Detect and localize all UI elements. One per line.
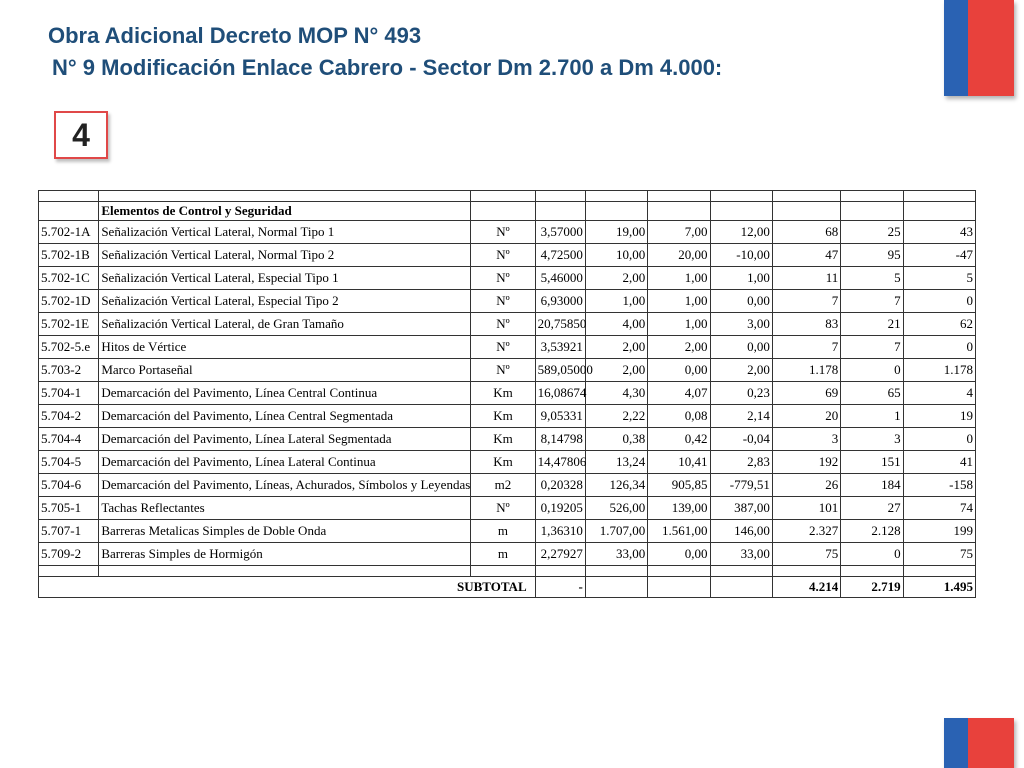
item-description: Demarcación del Pavimento, Línea Lateral Segmentada — [99, 428, 471, 451]
quantity-contract: 10,00 — [585, 244, 647, 267]
amount-contract: 47 — [772, 244, 840, 267]
item-unit: Nº — [471, 290, 535, 313]
table-row — [39, 451, 976, 474]
quantity-difference: -779,51 — [710, 474, 772, 497]
table-blank-row — [39, 191, 976, 202]
quantity-difference: 0,23 — [710, 382, 772, 405]
flag-red-stripe — [968, 718, 1014, 768]
quantity-contract: 33,00 — [585, 543, 647, 566]
item-description: Hitos de Vértice — [99, 336, 471, 359]
table-row — [39, 474, 976, 497]
table-row — [39, 359, 976, 382]
unit-price: 5,46000 — [535, 267, 585, 290]
item-description: Señalización Vertical Lateral, Especial Tipo 2 — [99, 290, 471, 313]
quantity-difference: 0,00 — [710, 336, 772, 359]
amount-modified: 0 — [841, 359, 903, 382]
amount-contract: 2.327 — [772, 520, 840, 543]
amount-difference: 75 — [903, 543, 975, 566]
item-description: Demarcación del Pavimento, Línea Central Continua — [99, 382, 471, 405]
quantity-modified: 0,42 — [648, 428, 710, 451]
flag-decoration-top — [944, 0, 1014, 96]
table-row — [39, 405, 976, 428]
quantity-modified: 20,00 — [648, 244, 710, 267]
amount-modified: 95 — [841, 244, 903, 267]
quantity-contract: 4,30 — [585, 382, 647, 405]
table-row — [39, 382, 976, 405]
table-blank-row — [39, 566, 976, 577]
quantity-difference: 2,14 — [710, 405, 772, 428]
item-unit: Km — [471, 382, 535, 405]
quantity-modified: 1,00 — [648, 267, 710, 290]
item-unit: Nº — [471, 313, 535, 336]
unit-price: 6,93000 — [535, 290, 585, 313]
item-description: Señalización Vertical Lateral, Normal Tipo 2 — [99, 244, 471, 267]
item-unit: Nº — [471, 221, 535, 244]
unit-price: 2,27927 — [535, 543, 585, 566]
amount-modified: 21 — [841, 313, 903, 336]
table-row — [39, 267, 976, 290]
quantity-contract: 1,00 — [585, 290, 647, 313]
item-unit: m2 — [471, 474, 535, 497]
subtotal-label: SUBTOTAL — [39, 577, 536, 598]
quantities-table — [38, 190, 976, 598]
item-unit: Nº — [471, 267, 535, 290]
unit-price: 20,75850 — [535, 313, 585, 336]
amount-contract: 75 — [772, 543, 840, 566]
item-description: Demarcación del Pavimento, Línea Lateral Continua — [99, 451, 471, 474]
amount-modified: 3 — [841, 428, 903, 451]
amount-modified: 0 — [841, 543, 903, 566]
item-code: 5.702-1C — [39, 267, 99, 290]
amount-contract: 1.178 — [772, 359, 840, 382]
amount-difference: 1.178 — [903, 359, 975, 382]
amount-modified: 1 — [841, 405, 903, 428]
item-unit: Km — [471, 405, 535, 428]
amount-contract: 20 — [772, 405, 840, 428]
amount-difference: 0 — [903, 290, 975, 313]
amount-difference: 5 — [903, 267, 975, 290]
amount-modified: 7 — [841, 290, 903, 313]
amount-difference: 41 — [903, 451, 975, 474]
quantity-contract: 19,00 — [585, 221, 647, 244]
quantity-difference: 1,00 — [710, 267, 772, 290]
section-title: Elementos de Control y Seguridad — [99, 202, 471, 221]
amount-modified: 65 — [841, 382, 903, 405]
amount-contract: 101 — [772, 497, 840, 520]
quantity-modified: 0,00 — [648, 543, 710, 566]
amount-difference: 74 — [903, 497, 975, 520]
item-description: Marco Portaseñal — [99, 359, 471, 382]
table-row — [39, 313, 976, 336]
quantity-modified: 1.561,00 — [648, 520, 710, 543]
quantity-contract: 4,00 — [585, 313, 647, 336]
flag-blue-stripe — [944, 718, 968, 768]
quantity-difference: 0,00 — [710, 290, 772, 313]
quantity-contract: 2,00 — [585, 336, 647, 359]
item-unit: Nº — [471, 359, 535, 382]
unit-price: 16,08674 — [535, 382, 585, 405]
table-row — [39, 428, 976, 451]
quantity-difference: 3,00 — [710, 313, 772, 336]
item-code: 5.702-1E — [39, 313, 99, 336]
flag-red-stripe — [968, 0, 1014, 96]
quantity-modified: 2,00 — [648, 336, 710, 359]
subtotal-amount-contract: 4.214 — [772, 577, 840, 598]
amount-contract: 3 — [772, 428, 840, 451]
quantity-difference: -0,04 — [710, 428, 772, 451]
table-row — [39, 221, 976, 244]
quantity-contract: 526,00 — [585, 497, 647, 520]
quantity-difference: 12,00 — [710, 221, 772, 244]
amount-contract: 68 — [772, 221, 840, 244]
unit-price: 1,36310 — [535, 520, 585, 543]
amount-difference: 19 — [903, 405, 975, 428]
amount-contract: 7 — [772, 336, 840, 359]
subtotal-amount-modified: 2.719 — [841, 577, 903, 598]
item-description: Demarcación del Pavimento, Línea Central Segmentada — [99, 405, 471, 428]
amount-contract: 83 — [772, 313, 840, 336]
amount-difference: 62 — [903, 313, 975, 336]
unit-price: 4,72500 — [535, 244, 585, 267]
unit-price: 589,05000 — [535, 359, 585, 382]
quantity-difference: 33,00 — [710, 543, 772, 566]
amount-modified: 25 — [841, 221, 903, 244]
unit-price: 3,53921 — [535, 336, 585, 359]
item-code: 5.709-2 — [39, 543, 99, 566]
quantity-modified: 7,00 — [648, 221, 710, 244]
table-row — [39, 336, 976, 359]
quantity-modified: 10,41 — [648, 451, 710, 474]
item-unit: Km — [471, 428, 535, 451]
quantity-modified: 1,00 — [648, 313, 710, 336]
quantity-difference: 146,00 — [710, 520, 772, 543]
amount-difference: -158 — [903, 474, 975, 497]
item-description: Tachas Reflectantes — [99, 497, 471, 520]
quantity-contract: 1.707,00 — [585, 520, 647, 543]
item-description: Demarcación del Pavimento, Líneas, Achurados, Símbolos y Leyendas — [99, 474, 471, 497]
quantity-contract: 2,00 — [585, 359, 647, 382]
item-description: Señalización Vertical Lateral, Normal Tipo 1 — [99, 221, 471, 244]
item-code: 5.704-4 — [39, 428, 99, 451]
unit-price: 3,57000 — [535, 221, 585, 244]
item-code: 5.702-5.e — [39, 336, 99, 359]
amount-modified: 184 — [841, 474, 903, 497]
quantity-contract: 2,22 — [585, 405, 647, 428]
page-title — [48, 20, 722, 84]
amount-difference: -47 — [903, 244, 975, 267]
item-unit: Nº — [471, 244, 535, 267]
quantity-modified: 0,08 — [648, 405, 710, 428]
item-code: 5.707-1 — [39, 520, 99, 543]
item-code: 5.704-1 — [39, 382, 99, 405]
unit-price: 0,20328 — [535, 474, 585, 497]
unit-price: 9,05331 — [535, 405, 585, 428]
quantity-difference: 387,00 — [710, 497, 772, 520]
subtotal-dash: - — [535, 577, 585, 598]
quantity-difference: 2,83 — [710, 451, 772, 474]
table-row — [39, 244, 976, 267]
item-code: 5.704-2 — [39, 405, 99, 428]
amount-contract: 69 — [772, 382, 840, 405]
item-description: Barreras Metalicas Simples de Doble Onda — [99, 520, 471, 543]
quantity-difference: 2,00 — [710, 359, 772, 382]
amount-modified: 27 — [841, 497, 903, 520]
unit-price: 8,14798 — [535, 428, 585, 451]
quantity-modified: 0,00 — [648, 359, 710, 382]
quantity-contract: 126,34 — [585, 474, 647, 497]
flag-blue-stripe — [944, 0, 968, 96]
item-description: Barreras Simples de Hormigón — [99, 543, 471, 566]
flag-decoration-bottom — [944, 718, 1014, 768]
amount-modified: 2.128 — [841, 520, 903, 543]
amount-difference: 199 — [903, 520, 975, 543]
quantity-modified: 905,85 — [648, 474, 710, 497]
amount-difference: 4 — [903, 382, 975, 405]
item-code: 5.704-6 — [39, 474, 99, 497]
section-header-row — [39, 202, 976, 221]
table-row — [39, 497, 976, 520]
amount-contract: 26 — [772, 474, 840, 497]
amount-modified: 7 — [841, 336, 903, 359]
subtotal-amount-difference: 1.495 — [903, 577, 975, 598]
amount-difference: 0 — [903, 428, 975, 451]
item-unit: Nº — [471, 497, 535, 520]
item-unit: m — [471, 543, 535, 566]
item-unit: Km — [471, 451, 535, 474]
title-line-1: Obra Adicional Decreto MOP N° 493 — [48, 23, 422, 48]
item-code: 5.705-1 — [39, 497, 99, 520]
item-description: Señalización Vertical Lateral, Especial Tipo 1 — [99, 267, 471, 290]
unit-price: 0,19205 — [535, 497, 585, 520]
item-code: 5.702-1A — [39, 221, 99, 244]
quantity-difference: -10,00 — [710, 244, 772, 267]
item-code: 5.704-5 — [39, 451, 99, 474]
item-code: 5.702-1B — [39, 244, 99, 267]
item-description: Señalización Vertical Lateral, de Gran Tamaño — [99, 313, 471, 336]
item-code: 5.702-1D — [39, 290, 99, 313]
item-unit: m — [471, 520, 535, 543]
title-line-2: N° 9 Modificación Enlace Cabrero - Sector Dm 2.700 a Dm 4.000: — [52, 55, 723, 80]
quantity-modified: 4,07 — [648, 382, 710, 405]
item-unit: Nº — [471, 336, 535, 359]
subtotal-row — [39, 577, 976, 598]
amount-modified: 151 — [841, 451, 903, 474]
unit-price: 14,47806 — [535, 451, 585, 474]
amount-contract: 11 — [772, 267, 840, 290]
quantity-contract: 0,38 — [585, 428, 647, 451]
amount-contract: 192 — [772, 451, 840, 474]
amount-difference: 43 — [903, 221, 975, 244]
item-code: 5.703-2 — [39, 359, 99, 382]
table-row — [39, 520, 976, 543]
quantity-modified: 139,00 — [648, 497, 710, 520]
quantity-contract: 2,00 — [585, 267, 647, 290]
quantity-contract: 13,24 — [585, 451, 647, 474]
amount-difference: 0 — [903, 336, 975, 359]
quantity-modified: 1,00 — [648, 290, 710, 313]
slide-number-badge: 4 — [54, 111, 108, 159]
amount-modified: 5 — [841, 267, 903, 290]
table-row — [39, 543, 976, 566]
table-row — [39, 290, 976, 313]
table-body — [39, 191, 976, 598]
amount-contract: 7 — [772, 290, 840, 313]
